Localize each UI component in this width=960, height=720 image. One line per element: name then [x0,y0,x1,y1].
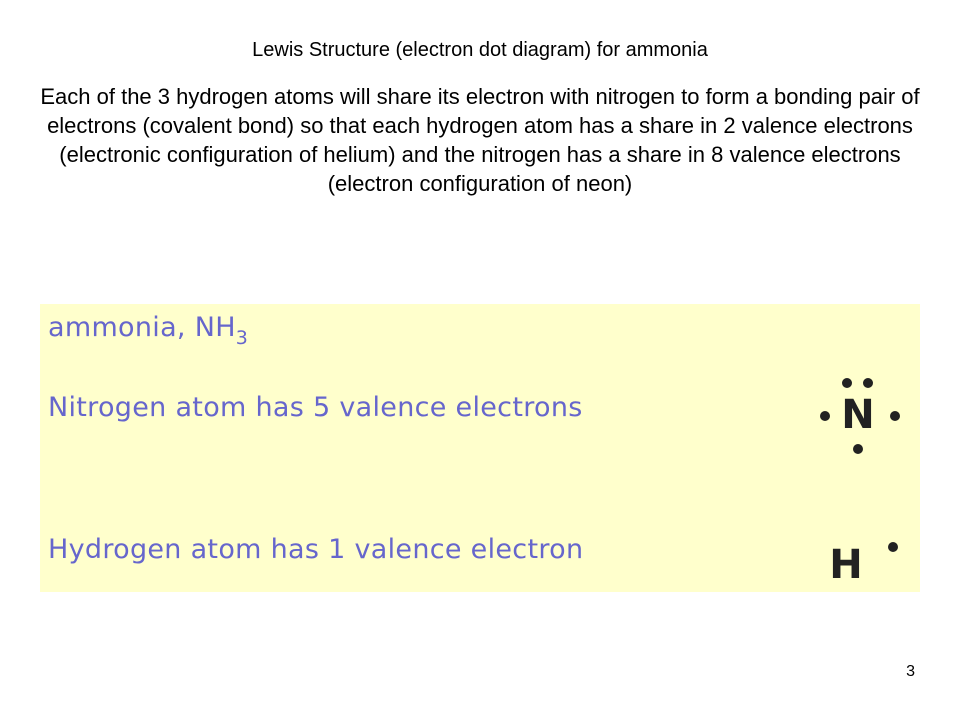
ammonia-heading-subscript: 3 [235,327,249,349]
nitrogen-electron-dot [890,411,900,421]
nitrogen-electron-dot [842,378,852,388]
slide-title: Lewis Structure (electron dot diagram) for ammonia [252,39,708,61]
slide-body-text: Each of the 3 hydrogen atoms will share its electron with nitrogen to form a bonding pair of electrons (covalent bond) so that each hydrogen atom has a share in 2 valence electrons (electronic configuration of helium) and the nitrogen has a share in 8 valence electrons (electron configuration of neon) [40,84,920,196]
nitrogen-valence-text: Nitrogen atom has 5 valence electrons [48,392,583,423]
hydrogen-electron-dot [888,542,898,552]
nitrogen-symbol: N [841,392,875,438]
page-number: 3 [906,663,915,680]
nitrogen-electron-dot [853,444,863,454]
nitrogen-electron-dot [863,378,873,388]
ammonia-figure-panel [40,304,920,592]
nitrogen-electron-dot [820,411,830,421]
nitrogen-lewis-structure [806,370,916,466]
hydrogen-valence-text: Hydrogen atom has 1 valence electron [48,534,584,565]
hydrogen-symbol: H [829,542,863,588]
ammonia-heading [48,312,249,349]
ammonia-heading-text: ammonia, NH [48,312,236,343]
hydrogen-lewis-structure [824,528,914,588]
